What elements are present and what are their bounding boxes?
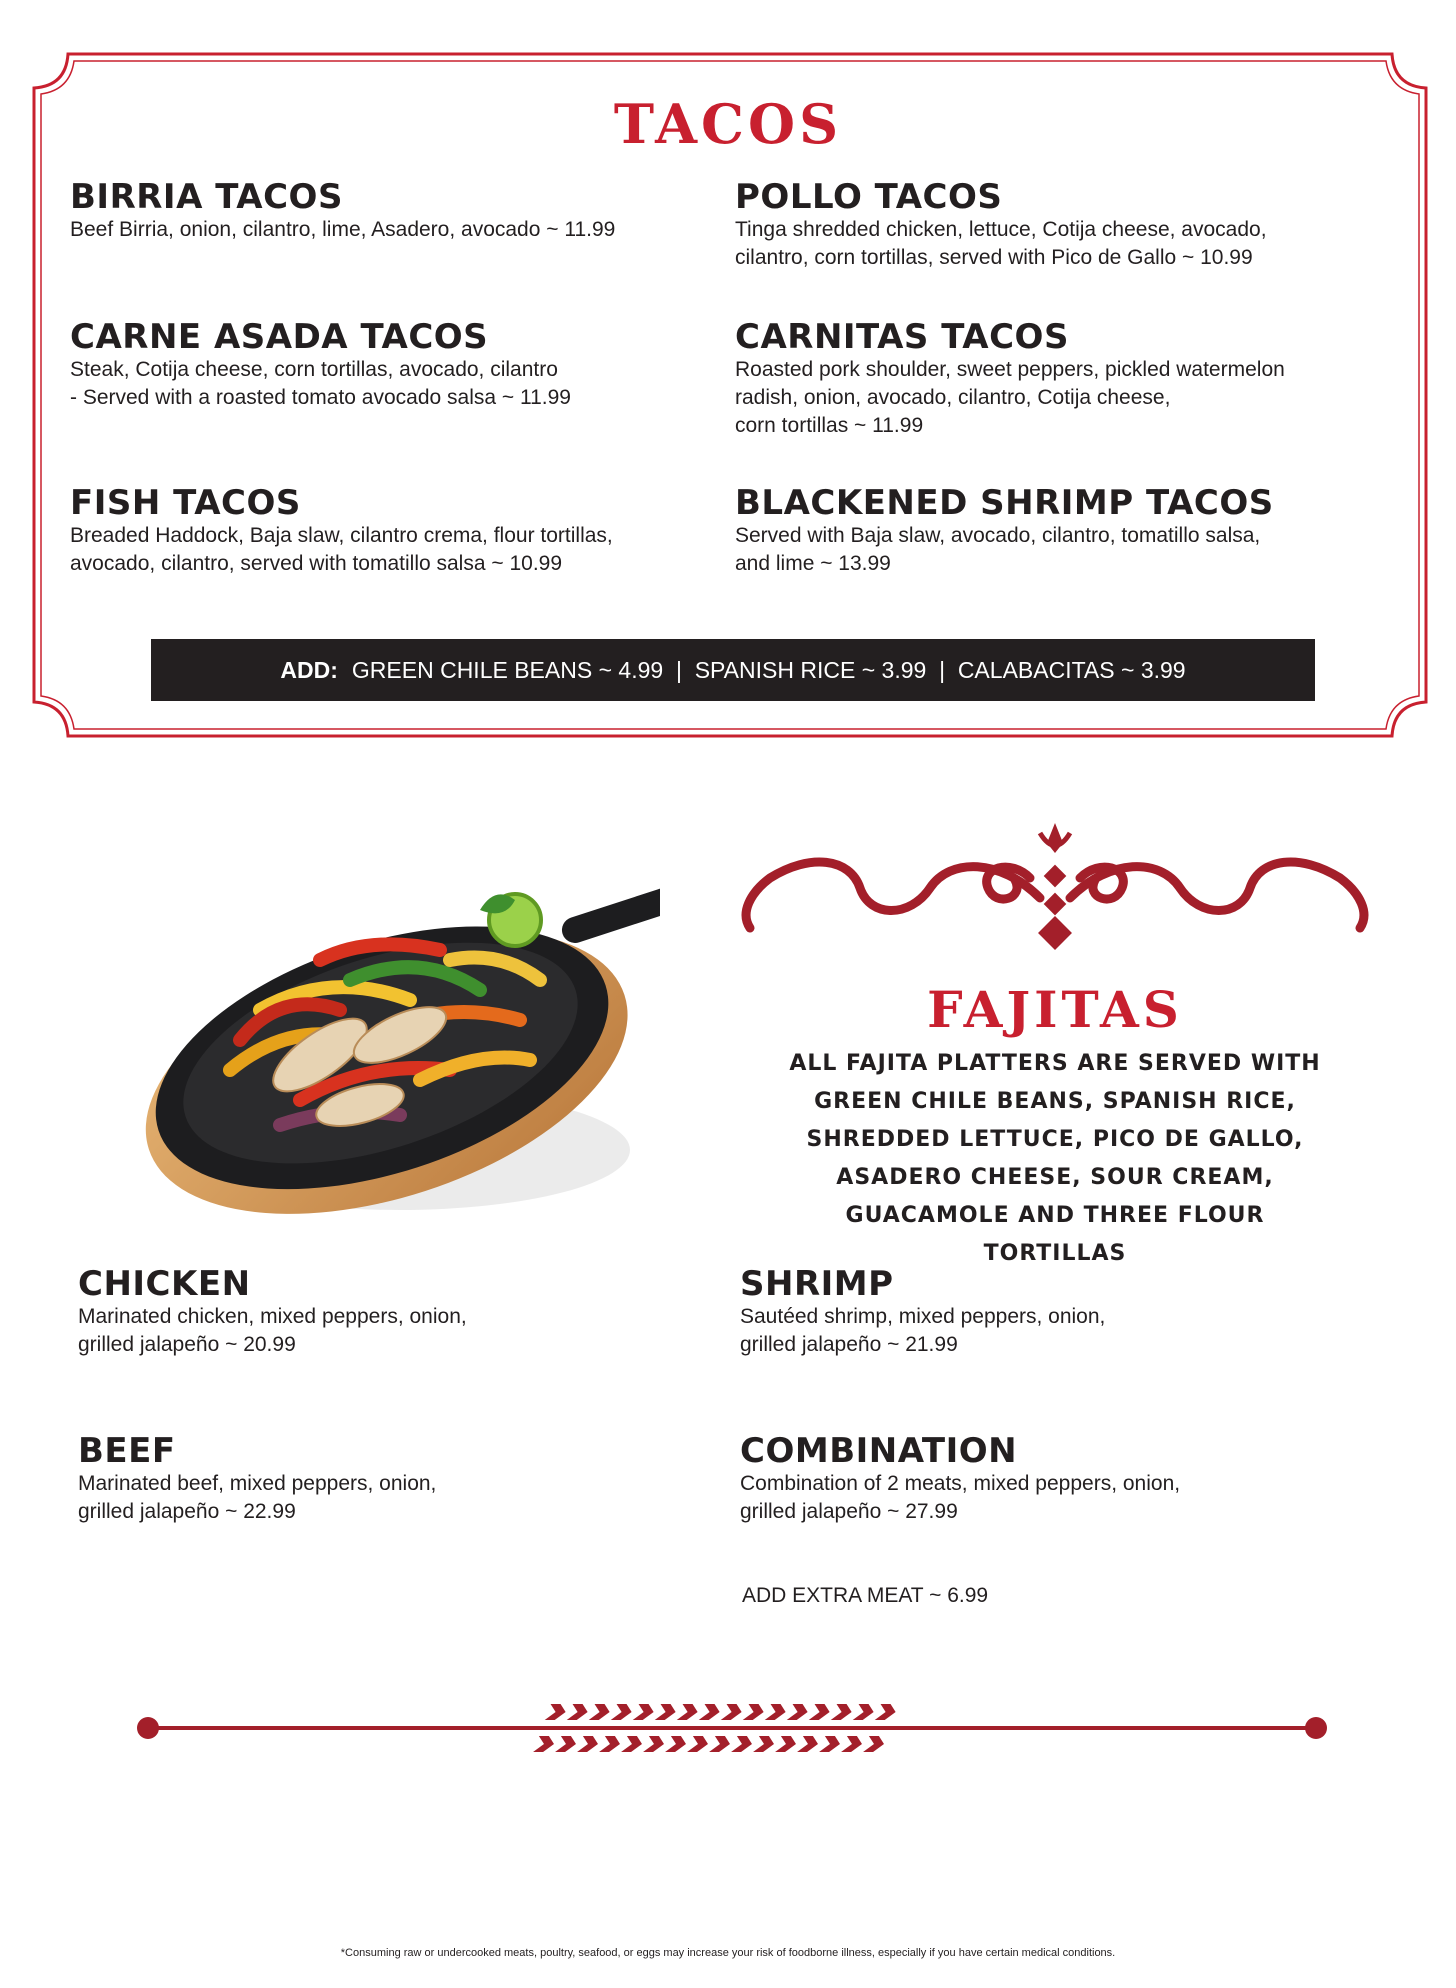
divider-chevron <box>621 1736 645 1752</box>
divider-chevron <box>567 1704 591 1720</box>
item-description: Marinated chicken, mixed peppers, onion, grilled jalapeño ~ 20.99 <box>78 1305 467 1356</box>
menu-item-fish-tacos <box>70 484 613 578</box>
item-name: POLLO TACOS <box>735 177 1003 217</box>
divider-chevron <box>611 1704 635 1720</box>
item-description: Beef Birria, onion, cilantro, lime, Asadero, avocado ~ 11.99 <box>70 218 616 241</box>
item-name: CARNITAS TACOS <box>735 317 1069 357</box>
divider-chevron <box>633 1704 657 1720</box>
divider-chevron <box>687 1736 711 1752</box>
divider-chevron <box>743 1704 767 1720</box>
menu-item-combination-fajitas <box>740 1432 1180 1526</box>
add-extra-meat-note: ADD EXTRA MEAT ~ 6.99 <box>742 1584 989 1607</box>
item-name: CARNE ASADA TACOS <box>70 317 489 357</box>
fajitas-section-title: FAJITAS <box>927 980 1183 1039</box>
menu-item-carnitas-tacos <box>735 318 1285 440</box>
menu-item-blackened-shrimp-tacos <box>735 484 1274 578</box>
divider-chevron <box>853 1704 877 1720</box>
divider-chevron <box>721 1704 745 1720</box>
menu-item-carne-asada-tacos <box>70 318 571 412</box>
divider-chevron <box>655 1704 679 1720</box>
food-safety-footnote: *Consuming raw or undercooked meats, poultry, seafood, or eggs may increase your risk of foodborne illness, especially if you have certain medical conditions. <box>340 1947 1116 1959</box>
divider-chevron <box>599 1736 623 1752</box>
menu-item-pollo-tacos <box>735 178 1267 272</box>
menu-item-chicken-fajitas <box>78 1265 467 1359</box>
divider-chevron <box>775 1736 799 1752</box>
divider-chevron <box>665 1736 689 1752</box>
item-description: Tinga shredded chicken, lettuce, Cotija cheese, avocado, cilantro, corn tortillas, served with Pico de Gallo ~ 10.99 <box>735 218 1267 269</box>
item-description: Breaded Haddock, Baja slaw, cilantro crema, flour tortillas, avocado, cilantro, served with tomatillo salsa ~ 10.99 <box>70 524 613 575</box>
item-description: Marinated beef, mixed peppers, onion, grilled jalapeño ~ 22.99 <box>78 1472 437 1523</box>
divider-chevron <box>709 1736 733 1752</box>
divider-chevron <box>765 1704 789 1720</box>
fajitas-scroll-ornament <box>730 818 1380 968</box>
divider-chevron <box>577 1736 601 1752</box>
fajitas-platter-note: ALL FAJITA PLATTERS ARE SERVED WITH GREEN CHILE BEANS, SPANISH RICE, SHREDDED LETTUCE, PICO DE GALLO, ASADERO CHEESE, SOUR CREAM, GUACAMOLE AND THREE FLOUR TORTILLAS <box>789 1051 1321 1266</box>
item-name: CHICKEN <box>78 1264 251 1304</box>
divider-chevron <box>699 1704 723 1720</box>
divider-chevron <box>863 1736 887 1752</box>
item-name: FISH TACOS <box>70 483 301 523</box>
divider-chevron <box>753 1736 777 1752</box>
add-bar-label: ADD: <box>280 656 338 683</box>
divider-chevron <box>875 1704 899 1720</box>
menu-item-beef-fajitas <box>78 1432 436 1526</box>
menu-item-shrimp-fajitas <box>740 1265 1105 1359</box>
divider-chevron <box>555 1736 579 1752</box>
item-description: Served with Baja slaw, avocado, cilantro, tomatillo salsa, and lime ~ 13.99 <box>735 524 1261 575</box>
item-name: SHRIMP <box>740 1264 894 1304</box>
divider-chevron <box>643 1736 667 1752</box>
item-name: COMBINATION <box>740 1431 1018 1471</box>
divider-chevron <box>589 1704 613 1720</box>
divider-chevron <box>731 1736 755 1752</box>
item-name: BEEF <box>78 1431 176 1471</box>
item-description: Sautéed shrimp, mixed peppers, onion, grilled jalapeño ~ 21.99 <box>740 1305 1106 1356</box>
item-name: BIRRIA TACOS <box>70 177 343 217</box>
item-name: BLACKENED SHRIMP TACOS <box>735 483 1274 523</box>
item-description: Roasted pork shoulder, sweet peppers, pickled watermelon radish, onion, avocado, cilantro, Cotija cheese, corn tortillas ~ 11.99 <box>735 358 1285 437</box>
divider-chevron <box>533 1736 557 1752</box>
divider-chevron <box>831 1704 855 1720</box>
add-bar-text: GREEN CHILE BEANS ~ 4.99 | SPANISH RICE ~ 3.99 | CALABACITAS ~ 3.99 <box>351 656 1186 683</box>
divider-chevron <box>841 1736 865 1752</box>
divider-chevron <box>545 1704 569 1720</box>
divider-chevron <box>809 1704 833 1720</box>
item-description: Combination of 2 meats, mixed peppers, onion, grilled jalapeño ~ 27.99 <box>740 1472 1181 1523</box>
decorative-divider <box>132 1700 1332 1756</box>
sides-add-bar <box>151 639 1315 701</box>
divider-chevron <box>797 1736 821 1752</box>
divider-chevron <box>787 1704 811 1720</box>
menu-item-birria-tacos <box>70 178 615 244</box>
fajita-skillet-image <box>120 840 660 1240</box>
divider-chevron <box>819 1736 843 1752</box>
item-description: Steak, Cotija cheese, corn tortillas, avocado, cilantro - Served with a roasted tomato avocado salsa ~ 11.99 <box>70 358 571 409</box>
tacos-section-title: TACOS <box>613 92 843 156</box>
divider-chevron <box>677 1704 701 1720</box>
